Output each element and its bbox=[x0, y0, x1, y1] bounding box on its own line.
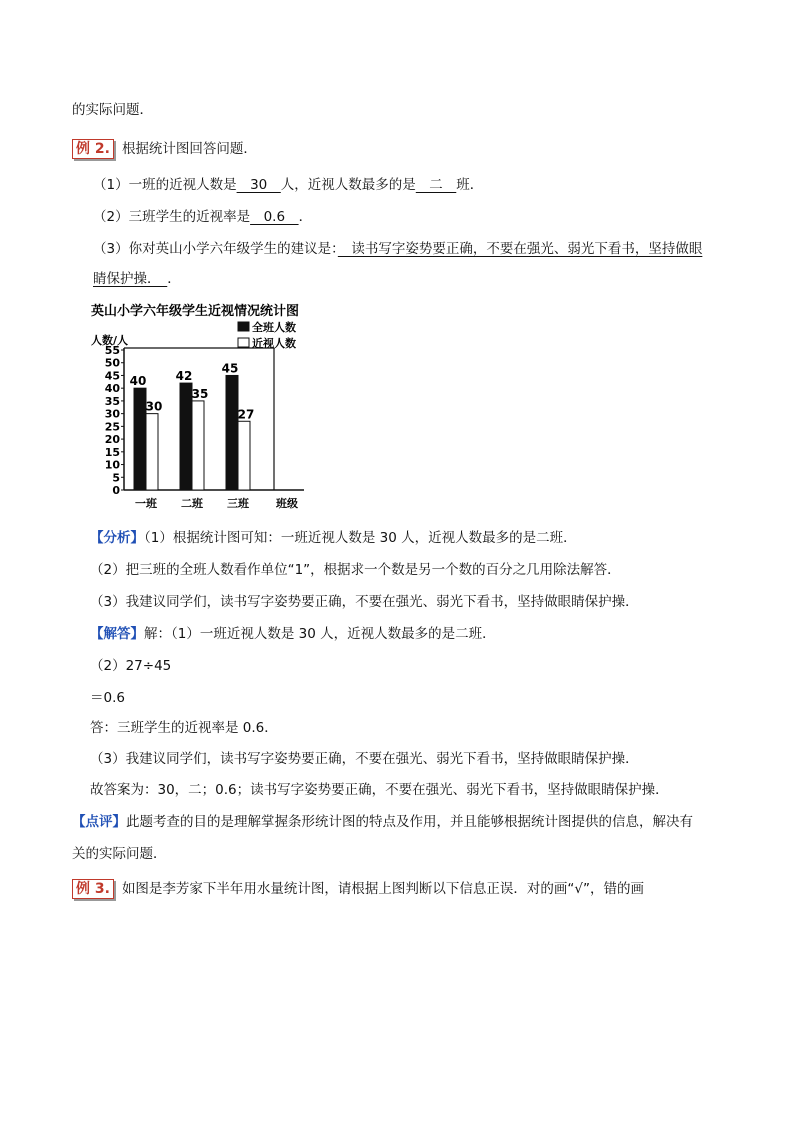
legend-label: 全班人数 bbox=[252, 321, 296, 334]
bar-total bbox=[134, 388, 146, 490]
solution-label: 【解答】 bbox=[90, 626, 144, 642]
bar-value-label: 42 bbox=[175, 369, 193, 384]
x-category-label: 二班 bbox=[181, 497, 203, 510]
bar-myopia bbox=[146, 414, 158, 490]
y-tick-label: 45 bbox=[104, 369, 120, 383]
comment-text-1: 此题考查的目的是理解掌握条形统计图的特点及作用，并且能够根据统计图提供的信息，解决有 bbox=[126, 814, 693, 830]
q3-text-a: （3）你对英山小学六年级学生的建议是： bbox=[93, 241, 338, 257]
comment-line-2: 关的实际问题． bbox=[72, 846, 167, 862]
bar-value-label: 27 bbox=[237, 407, 255, 422]
legend-swatch bbox=[238, 322, 249, 331]
chart-ticks bbox=[105, 344, 124, 497]
y-tick-label: 15 bbox=[104, 445, 120, 459]
solution-line-3: ＝0.6 bbox=[90, 690, 125, 706]
example-3-header bbox=[72, 879, 644, 899]
q3-answer-1: 读书写字姿势要正确，不要在强光、弱光下看书，坚持做眼 bbox=[337, 241, 703, 257]
q1-answer-1: 30 bbox=[236, 177, 281, 193]
question-3-cont bbox=[93, 269, 181, 289]
example-2-tag: 例 2. bbox=[72, 139, 114, 159]
example-2-prompt: 根据统计图回答问题． bbox=[121, 141, 257, 157]
solution-line-2: （2）27÷45 bbox=[90, 658, 172, 674]
bar-total bbox=[180, 383, 192, 490]
legend-swatch bbox=[238, 338, 249, 347]
y-tick-label: 55 bbox=[104, 344, 120, 357]
question-3 bbox=[93, 239, 702, 259]
q2-answer: 0.6 bbox=[250, 209, 299, 225]
x-category-label: 三班 bbox=[227, 497, 249, 510]
analysis-line-3: （3）我建议同学们，读书写字姿势要正确，不要在强光、弱光下看书，坚持做眼睛保护操． bbox=[90, 594, 639, 610]
top-line: 的实际问题． bbox=[72, 102, 153, 118]
y-tick-label: 0 bbox=[112, 484, 120, 497]
y-tick-label: 40 bbox=[104, 382, 120, 396]
question-1 bbox=[93, 175, 483, 195]
bar-value-label: 40 bbox=[129, 374, 147, 389]
question-2 bbox=[93, 207, 312, 227]
solution-text-1: 解：（1）一班近视人数是 30 人，近视人数最多的是二班． bbox=[144, 626, 496, 642]
example-3-text: 如图是李芳家下半年用水量统计图，请根据上图判断以下信息正误．对的画“√”，错的画 bbox=[121, 881, 645, 897]
bar-value-label: 35 bbox=[191, 386, 209, 401]
comment-label: 【点评】 bbox=[72, 814, 126, 830]
q1-text-c: 班． bbox=[456, 177, 484, 193]
q1-text-a: （1）一班的近视人数是 bbox=[93, 177, 237, 193]
analysis-text-1: （1）根据统计图可知：一班近视人数是 30 人，近视人数最多的是二班． bbox=[144, 530, 577, 546]
analysis-line-2: （2）把三班的全班人数看作单位“1”，根据求一个数是另一个数的百分之几用除法解答． bbox=[90, 562, 621, 578]
q1-answer-2: 二 bbox=[415, 177, 457, 193]
q1-text-b: 人，近视人数最多的是 bbox=[280, 177, 416, 193]
chart-title: 英山小学六年级学生近视情况统计图 bbox=[91, 304, 300, 319]
legend-label: 近视人数 bbox=[252, 337, 296, 350]
y-tick-label: 25 bbox=[104, 420, 120, 434]
y-tick-label: 20 bbox=[104, 433, 120, 447]
y-tick-label: 50 bbox=[104, 356, 120, 370]
y-tick-label: 30 bbox=[104, 407, 120, 421]
y-tick-label: 35 bbox=[104, 394, 120, 408]
bar-myopia bbox=[192, 401, 204, 490]
bar-chart bbox=[88, 300, 338, 515]
chart-svg bbox=[88, 300, 338, 515]
y-tick-label: 10 bbox=[104, 458, 120, 472]
chart-bars bbox=[130, 361, 255, 510]
q2-text-b: ． bbox=[298, 209, 313, 225]
y-tick-label: 5 bbox=[112, 471, 120, 485]
q2-text-a: （2）三班学生的近视率是 bbox=[93, 209, 251, 225]
q3-answer-2: 睛保护操． bbox=[93, 271, 168, 287]
example-2-header bbox=[72, 139, 257, 159]
example-3-tag: 例 3. bbox=[72, 879, 114, 899]
bar-total bbox=[226, 375, 238, 490]
bar-myopia bbox=[238, 421, 250, 490]
solution-line-5: （3）我建议同学们，读书写字姿势要正确，不要在强光、弱光下看书，坚持做眼睛保护操． bbox=[90, 751, 639, 767]
bar-value-label: 45 bbox=[221, 361, 239, 376]
analysis-label: 【分析】 bbox=[90, 530, 144, 546]
solution-line-4: 答：三班学生的近视率是 0.6． bbox=[90, 720, 278, 736]
bar-value-label: 30 bbox=[145, 399, 163, 414]
comment-line-1 bbox=[72, 812, 693, 832]
chart-x-label: 班级 bbox=[276, 497, 298, 510]
analysis-line-1 bbox=[90, 528, 577, 548]
chart-legend bbox=[238, 320, 296, 350]
solution-line-1 bbox=[90, 624, 496, 644]
q3-text-end: ． bbox=[167, 271, 181, 287]
solution-line-6: 故答案为：30，二；0.6；读书写字姿势要正确，不要在强光、弱光下看书，坚持做眼睛保护操． bbox=[90, 782, 669, 798]
chart-y-label: 人数/人 bbox=[91, 334, 129, 347]
x-category-label: 一班 bbox=[135, 497, 157, 510]
